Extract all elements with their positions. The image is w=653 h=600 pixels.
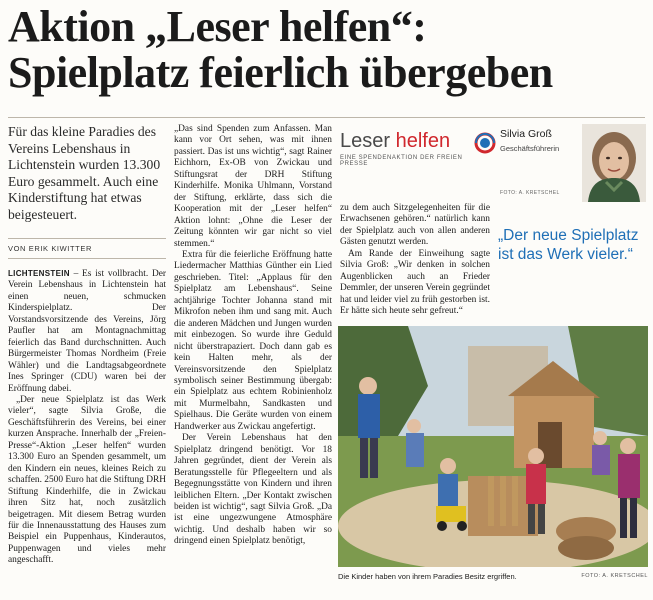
paragraph: LICHTENSTEIN – Es ist vollbracht. Der Verein Lebenshaus in Lichtenstein hat einen neuen, schmucken Kinderspielplatz. Der Vorstandsvorsitzende des Vereins, Jörg Paufler hat am Montagnachmittag feierlich das Band durchschnitten. Auch Bürgermeister Thomas Nordheim (Freie Wähler) und die Landtagsabgeordnete Ines Springer (CDU) waren bei der Eröffnung dabei. [8, 269, 166, 394]
paragraph: zu dem auch Sitzgelegenheiten für die Erwachsenen gehören.“ natürlich kann der Spielplatz auch von allen anderen Gästen genutzt werden. [340, 203, 490, 248]
intro-divider [8, 238, 166, 239]
caption-text: Die Kinder haben von ihrem Paradies Besitz ergriffen. [338, 572, 517, 581]
pull-quote: „Der neue Spielplatz ist das Werk vieler.“ [498, 227, 639, 263]
article-column-2 [174, 124, 332, 548]
person-role: Geschäftsführerin [500, 144, 560, 153]
photo-caption [338, 572, 648, 581]
heart-circle-icon [474, 132, 496, 154]
paragraph: „Das sind Spenden zum Anfassen. Man kann vor Ort sehen, was mit ihnen passiert. Das ist uns wichtig“, sagt Rainer Eichhorn, Ex-OB von Zwickau und Stiftungsrat der DRH Stiftung Kinderhilfe. Monika Uhlmann, Vorstand der Stiftung, erklärte, dass sich die Kooperation mit der „Leser helfen“ Aktion lohnt: „Ohne die Leser der Zeitung könnten wir gar nicht so viel stemmen.“ [174, 124, 332, 249]
playground-photo [338, 326, 648, 567]
portrait-credit: FOTO: A. KRETSCHEL [500, 190, 560, 196]
dateline: LICHTENSTEIN [8, 269, 70, 278]
article-column-1 [8, 268, 166, 567]
paragraph: Am Rande der Einweihung sagte Silvia Groß: „Wir denken in solchen Augenblicken auch an Frieder Demmler, der unseren Verein gegründet hat und leider viel zu früh gestorben ist. Er hätte sich heute sehr gefreut.“ [340, 248, 490, 317]
headline-line-1: Aktion „Leser helfen“: [8, 2, 427, 51]
headline [8, 4, 648, 96]
person-name: Silvia Groß [500, 128, 552, 140]
paragraph: Extra für die feierliche Eröffnung hatte Liedermacher Matthias Günther ein Lied geschrieben. Titel: „Applaus für den Spielplatz am Lebenshaus“. Seine achtjährige Tochter Johanna stand mit Mikrofon neben ihm und sang mit. Auch die anderen Mädchen und Jungen wurden mit einbezogen. So wurde ihre Geduld nicht überstrapaziert. Doch dann gab es kein Halten mehr, als der Vereinsvorsitzende den Spielplatz symbolisch seiner Bestimmung übergab: ein Spielplatz aus echtem Robinienholz mit Murmelbahn, Sandkasten und Spielhaus. Die Geräte wurden von einem Handwerker aus Zwickau angefertigt. [174, 249, 332, 432]
paragraph: Der Verein Lebenshaus hat den Spielplatz dringend benötigt. Vor 18 Jahren gegründet, dient der Verein als Beratungsstelle für Pflegeeltern und als Begegnungsstätte von Kindern und ihren leiblichen Eltern. „Der Kontakt zwischen beiden ist wichtig“, sagt Silvia Groß. „Da ist eine ungezwungene Atmosphäre wichtig. Und deshalb haben wir so dringend einen Spielplatz benötigt, [174, 433, 332, 547]
logo-word-leser: Leser [340, 130, 391, 152]
headline-line-2: Spielplatz feierlich übergeben [8, 48, 553, 97]
byline: VON ERIK KIWITTER [8, 244, 92, 253]
byline-divider [8, 258, 166, 259]
portrait-photo [582, 124, 646, 202]
photo-credit: FOTO: A. KRETSCHEL [581, 573, 648, 579]
leser-helfen-logo [340, 130, 490, 186]
article-column-3 [340, 203, 490, 318]
headline-divider [8, 117, 645, 118]
person-box [496, 124, 646, 202]
logo-tagline: EINE SPENDENAKTION DER FREIEN PRESSE [340, 155, 463, 167]
logo-word-helfen: helfen [395, 130, 451, 152]
paragraph: „Der neue Spielplatz ist das Werk vieler“, sagte Silvia Große, die Geschäftsführerin des Vereins, bei einer kurzen Ansprache. Innerhalb der „Freien-Presse“-Aktion „Leser helfen“ wurden 13.300 Euro an Spenden gesammelt, um den Kindern ein neues, kleines Reich zu schaffen. 2500 Euro hat die Stiftung DRH Stiftung Kinderhilfe, die in Zwickau ihren Sitz hat, noch zusätzlich beigetragen. Mit diesem Betrag wurden für die Innenausstattung des Hauses zum Beispiel ein Puppenhaus, Kinderautos, Puppenwagen und vieles mehr angeschafft. [8, 394, 166, 566]
intro-teaser: Für das kleine Paradies des Vereins Lebenshaus in Lichtenstein wurden 13.300 Euro gesammelt. Auch eine Kinderstiftung hat etwas beigesteuert. [8, 124, 161, 222]
